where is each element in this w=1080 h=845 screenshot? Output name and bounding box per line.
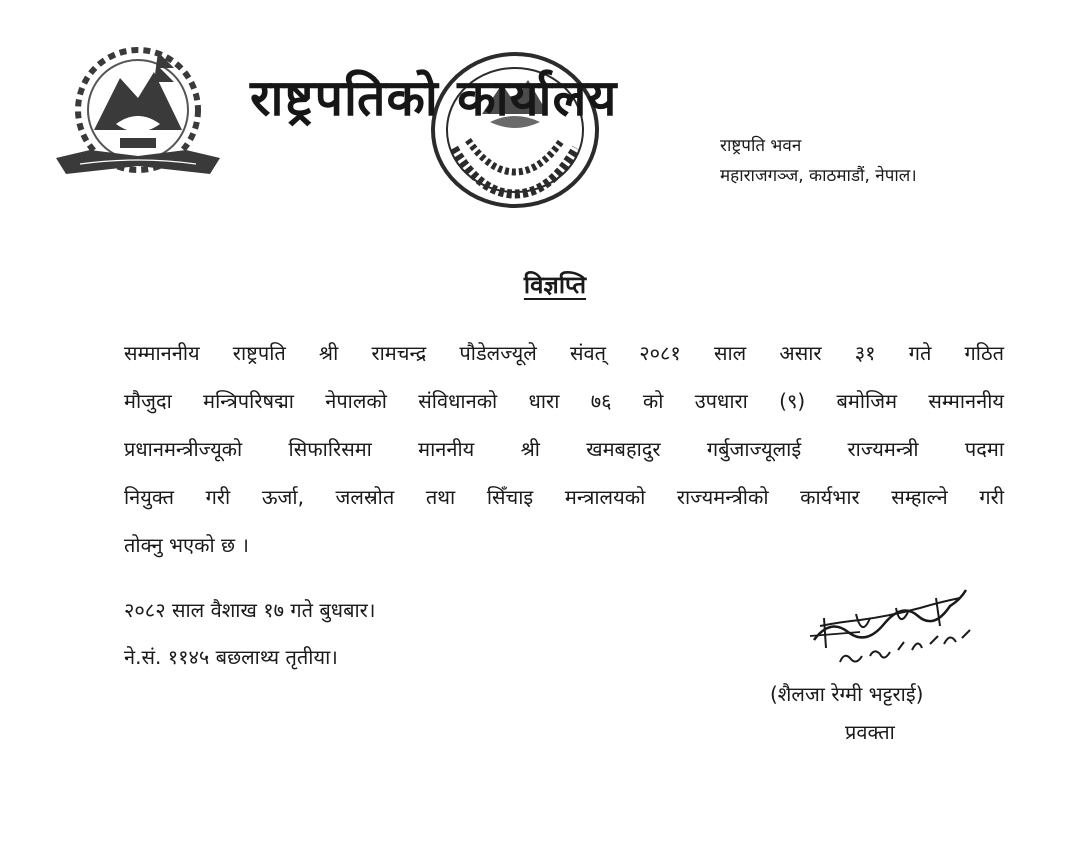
notice-body-line: नियुक्त गरी ऊर्जा, जलस्रोत तथा सिँचाइ मन्त्रालयको राज्यमन्त्रीको कार्यभार सम्हाल्ने गरी <box>124 485 1004 509</box>
date-nepal-sambat: ने.सं. ११४५ बछलाथ्य तृतीया। <box>124 645 338 669</box>
date-bikram-sambat: २०८२ साल वैशाख १७ गते बुधबार। <box>124 598 376 622</box>
notice-body <box>124 334 1004 574</box>
signer-name: (शैलजा रेग्मी भट्टराई) <box>770 682 924 706</box>
notice-body-line: तोक्नु भएको छ । <box>124 533 249 557</box>
signer-role: प्रवक्ता <box>845 720 895 744</box>
notice-body-line: मौजुदा मन्त्रिपरिषद्मा नेपालको संविधानको धारा ७६ को उपधारा (९) बमोजिम सम्माननीय <box>124 389 1004 413</box>
address-line-building: राष्ट्रपति भवन <box>720 136 802 156</box>
handwritten-signature <box>800 578 980 674</box>
nepal-emblem-logo <box>50 38 226 188</box>
notice-body-line: सम्माननीय राष्ट्रपति श्री रामचन्द्र पौडेलज्यूले संवत् २०८१ साल असार ३१ गते गठित <box>124 341 1004 365</box>
notice-title: विज्ञप्ति <box>523 271 587 299</box>
address-line-location: महाराजगञ्ज, काठमाडौं, नेपाल। <box>720 166 917 186</box>
notice-body-line: प्रधानमन्त्रीज्यूको सिफारिसमा माननीय श्री खमबहादुर गर्बुजाज्यूलाई राज्यमन्त्री पदमा <box>124 437 1004 461</box>
office-title: राष्ट्रपतिको कार्यालय <box>250 68 618 127</box>
